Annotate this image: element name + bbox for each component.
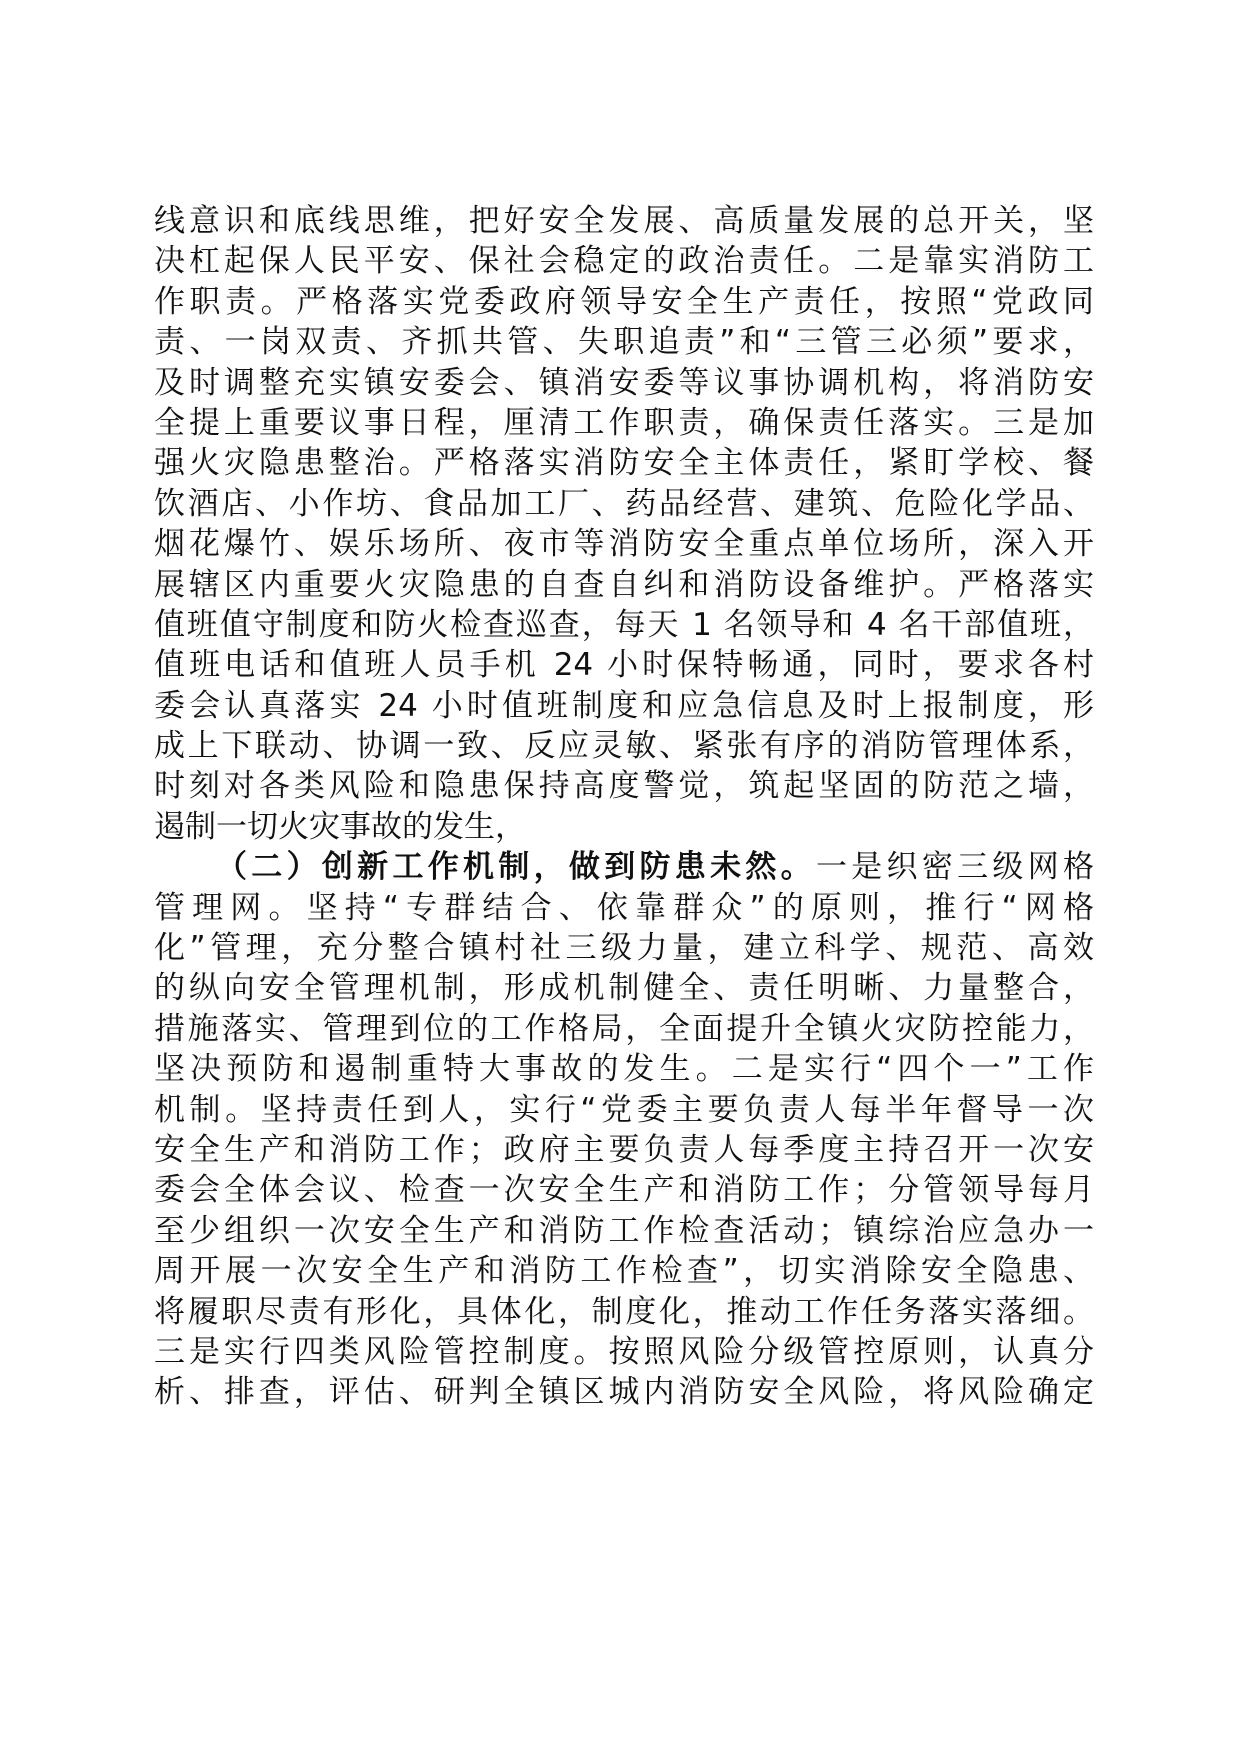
text-line: 坚决预防和遏制重特大事故的发生。二是实行“四个一”工作 [154,1051,1094,1088]
text-line: 将履职尽责有形化，具体化，制度化，推动工作任务落实落细。 [154,1293,1094,1330]
text-line: 烟花爆竹、娱乐场所、夜市等消防安全重点单位场所，深入开 [154,526,1094,563]
heading-line-rest: 一是织密三级网格 [815,849,1094,886]
text-line: 饮酒店、小作坊、食品加工厂、药品经营、建筑、危险化学品、 [154,485,1094,522]
text-line: 时刻对各类风险和隐患保持高度警觉，筑起坚固的防范之墙， [154,768,1094,805]
text-line: 成上下联动、协调一致、反应灵敏、紧张有序的消防管理体系， [154,728,1094,765]
text-line: 措施落实、管理到位的工作格局，全面提升全镇火灾防控能力， [154,1010,1094,1047]
text-line: 决杠起保人民平安、保社会稳定的政治责任。二是靠实消防工 [154,243,1094,280]
text-line: 三是实行四类风险管控制度。按照风险分级管控原则，认真分 [154,1333,1094,1370]
text-line: 机制。坚持责任到人，实行“党委主要负责人每半年督导一次 [154,1091,1094,1128]
text-line: 析、排查，评估、研判全镇区城内消防安全风险，将风险确定 [154,1374,1094,1411]
text-line: 及时调整充实镇安委会、镇消安委等议事协调机构，将消防安 [154,364,1094,401]
text-line: 展辖区内重要火灾隐患的自查自纠和消防设备维护。严格落实 [154,566,1094,603]
text-line: 全提上重要议事日程，厘清工作职责，确保责任落实。三是加 [154,404,1094,441]
text-line: 安全生产和消防工作；政府主要负责人每季度主持召开一次安 [154,1131,1094,1168]
body-text [154,201,1094,1413]
section-heading-line [154,847,1094,887]
text-line: 的纵向安全管理机制，形成机制健全、责任明晰、力量整合， [154,970,1094,1007]
text-line: 遏制一切火灾事故的发生， [154,808,526,845]
text-line: 化”管理，充分整合镇村社三级力量，建立科学、规范、高效 [154,930,1094,967]
text-line: 责、一岗双责、齐抓共管、失职追责”和“三管三必须”要求， [154,324,1094,361]
text-line: 强火灾隐患整治。严格落实消防安全主体责任，紧盯学校、餐 [154,445,1094,482]
text-line: 周开展一次安全生产和消防工作检查”，切实消除安全隐患、 [154,1253,1094,1290]
text-line: 委会认真落实 24 小时值班制度和应急信息及时上报制度，形 [154,687,1094,724]
text-line: 至少组织一次安全生产和消防工作检查活动；镇综治应急办一 [154,1212,1094,1249]
text-line: 委会全体会议、检查一次安全生产和消防工作；分管领导每月 [154,1172,1094,1209]
text-line: 值班值守制度和防火检查巡查，每天 1 名领导和 4 名干部值班， [154,606,1094,643]
text-line: 管理网。坚持“专群结合、依靠群众”的原则，推行“网格 [154,889,1094,926]
text-line: 作职责。严格落实党委政府领导安全生产责任，按照“党政同 [154,283,1094,320]
text-line: 线意识和底线思维，把好安全发展、高质量发展的总开关，坚 [154,203,1094,239]
section-heading: （二）创新工作机制，做到防患未然。 [216,849,816,886]
text-line: 值班电话和值班人员手机 24 小时保特畅通，同时，要求各村 [154,647,1094,684]
